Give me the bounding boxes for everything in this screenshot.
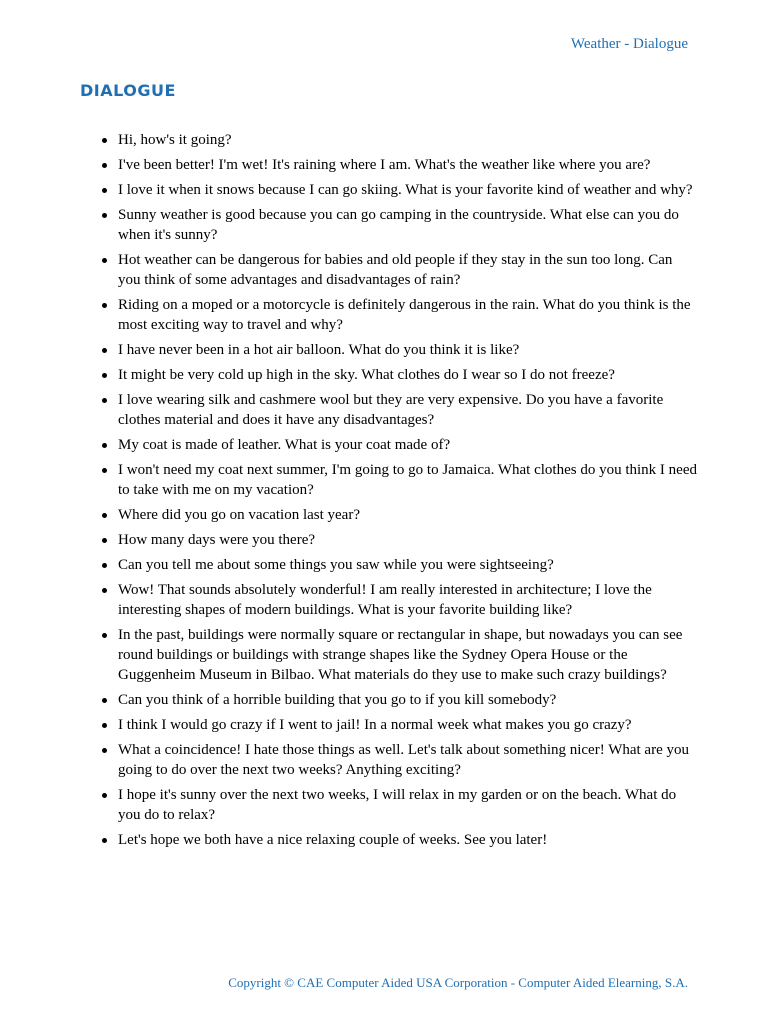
dialogue-line (118, 460, 698, 500)
dialogue-line (118, 130, 698, 150)
page-header-title: Weather - Dialogue (570, 36, 688, 52)
bullet-icon (102, 633, 107, 638)
dialogue-line-text: What a coincidence! I hate those things as well. Let's talk about something nicer! What are you going to do over the next two weeks? Anything exciting? (118, 742, 689, 778)
bullet-icon (102, 723, 107, 728)
dialogue-line (118, 785, 698, 825)
dialogue-line-text: How many days were you there? (118, 532, 316, 548)
bullet-icon (102, 373, 107, 378)
dialogue-line (118, 390, 698, 430)
dialogue-line (118, 555, 698, 575)
dialogue-line-text: My coat is made of leather. What is your coat made of? (118, 437, 451, 453)
dialogue-line (118, 690, 698, 710)
dialogue-line-text: Sunny weather is good because you can go camping in the countryside. What else can you do when it's sunny? (118, 207, 679, 243)
dialogue-line (118, 295, 698, 335)
dialogue-line-text: Let's hope we both have a nice relaxing couple of weeks. See you later! (118, 832, 548, 848)
bullet-icon (102, 138, 107, 143)
bullet-icon (102, 468, 107, 473)
dialogue-line (118, 435, 698, 455)
bullet-icon (102, 563, 107, 568)
dialogue-line (118, 205, 698, 245)
bullet-icon (102, 793, 107, 798)
dialogue-line (118, 365, 698, 385)
dialogue-line-text: I love it when it snows because I can go skiing. What is your favorite kind of weather and why? (118, 182, 693, 198)
bullet-icon (102, 513, 107, 518)
dialogue-line (118, 580, 698, 620)
bullet-icon (102, 258, 107, 263)
dialogue-list (118, 130, 698, 855)
dialogue-line-text: In the past, buildings were normally square or rectangular in shape, but nowadays you can see round buildings or buildings with strange shapes like the Sydney Opera House or the Guggenheim Museum in Bilbao. What materials do they use to make such crazy buildings? (118, 627, 683, 683)
dialogue-line-text: Where did you go on vacation last year? (118, 507, 360, 523)
bullet-icon (102, 443, 107, 448)
bullet-icon (102, 538, 107, 543)
dialogue-line (118, 180, 698, 200)
dialogue-line-text: I hope it's sunny over the next two weeks, I will relax in my garden or on the beach. What do you do to relax? (118, 787, 677, 823)
dialogue-line-text: Hi, how's it going? (118, 132, 232, 148)
dialogue-line-text: I've been better! I'm wet! It's raining where I am. What's the weather like where you are? (118, 157, 651, 173)
dialogue-line (118, 250, 698, 290)
dialogue-line-text: I won't need my coat next summer, I'm going to go to Jamaica. What clothes do you think I need to take with me on my vacation? (118, 462, 697, 498)
bullet-icon (102, 398, 107, 403)
dialogue-line (118, 830, 698, 850)
dialogue-line (118, 340, 698, 360)
dialogue-line (118, 715, 698, 735)
bullet-icon (102, 163, 107, 168)
dialogue-line-text: Wow! That sounds absolutely wonderful! I am really interested in architecture; I love the interesting shapes of modern buildings. What is your favorite building like? (118, 582, 652, 618)
copyright-footer: Copyright © CAE Computer Aided USA Corporation - Computer Aided Elearning, S.A. (228, 975, 688, 990)
bullet-icon (102, 698, 107, 703)
dialogue-line-text: Riding on a moped or a motorcycle is definitely dangerous in the rain. What do you think is the most exciting way to travel and why? (118, 297, 691, 333)
bullet-icon (102, 348, 107, 353)
bullet-icon (102, 588, 107, 593)
dialogue-line (118, 740, 698, 780)
dialogue-line-text: I think I would go crazy if I went to jail! In a normal week what makes you go crazy? (118, 717, 632, 733)
dialogue-line-text: I love wearing silk and cashmere wool but they are very expensive. Do you have a favorite clothes material and does it have any disadvantages? (118, 392, 664, 428)
dialogue-line (118, 625, 698, 685)
section-title: DIALOGUE (80, 81, 176, 100)
dialogue-line-text: It might be very cold up high in the sky. What clothes do I wear so I do not freeze? (118, 367, 615, 383)
dialogue-line-text: Hot weather can be dangerous for babies and old people if they stay in the sun too long. Can you think of some advantages and disadvantages of rain? (118, 252, 673, 288)
bullet-icon (102, 838, 107, 843)
dialogue-line (118, 530, 698, 550)
dialogue-line (118, 505, 698, 525)
dialogue-line-text: Can you think of a horrible building that you go to if you kill somebody? (118, 692, 557, 708)
dialogue-line-text: I have never been in a hot air balloon. What do you think it is like? (118, 342, 520, 358)
dialogue-line (118, 155, 698, 175)
bullet-icon (102, 213, 107, 218)
bullet-icon (102, 748, 107, 753)
dialogue-line-text: Can you tell me about some things you saw while you were sightseeing? (118, 557, 554, 573)
bullet-icon (102, 188, 107, 193)
bullet-icon (102, 303, 107, 308)
